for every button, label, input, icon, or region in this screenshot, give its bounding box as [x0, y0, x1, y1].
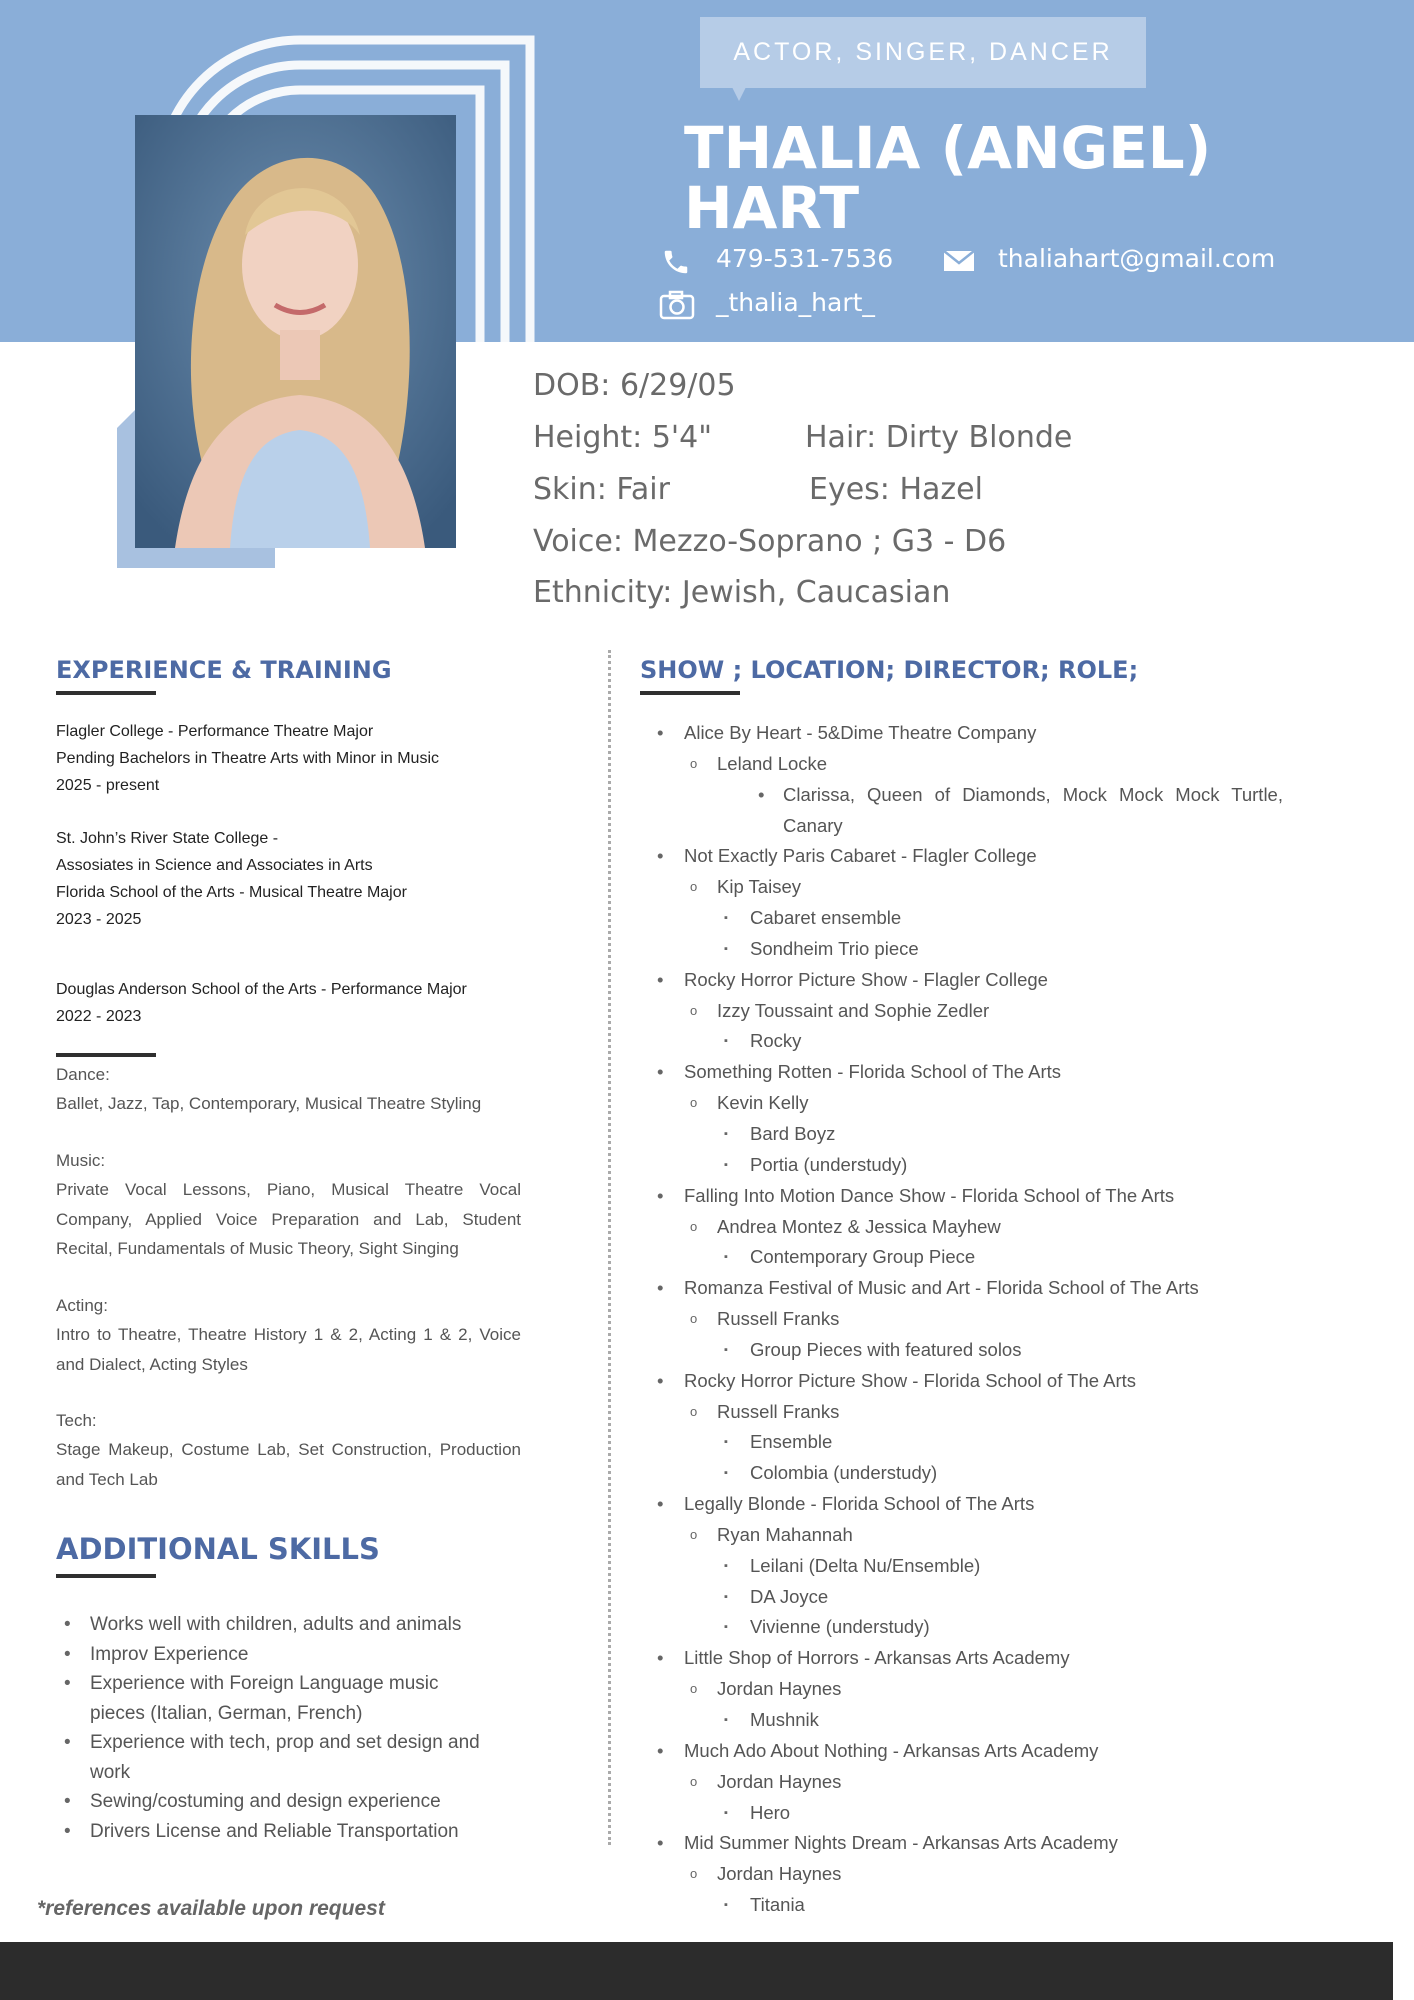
tech-text: Stage Makeup, Costume Lab, Set Construction, Production and Tech Lab	[56, 1440, 521, 1489]
shows-underline	[640, 691, 740, 695]
show-entry: • Falling Into Motion Dance Show - Florida School of The Arts	[640, 1181, 1290, 1212]
show-entry: • Alice By Heart - 5&Dime Theatre Company	[640, 718, 1290, 749]
show-entry: • Not Exactly Paris Cabaret - Flagler College	[640, 841, 1290, 872]
show-entry: • Rocky Horror Picture Show - Florida School of The Arts	[640, 1366, 1290, 1397]
additional-skills-list	[56, 1610, 496, 1846]
show-role: ▪ Mushnik	[640, 1705, 1290, 1736]
show-role: ▪ Hero	[640, 1798, 1290, 1829]
person-name	[684, 114, 1212, 242]
references-note: *references available upon request	[37, 1897, 385, 1920]
show-entry: • Romanza Festival of Music and Art - Florida School of The Arts	[640, 1273, 1290, 1304]
list-item: • Experience with Foreign Language music pieces (Italian, German, French)	[56, 1669, 496, 1728]
footer-band	[0, 1942, 1393, 2000]
email-address[interactable]: thaliahart@gmail.com	[998, 244, 1276, 273]
education-line: Flagler College - Performance Theatre Major	[56, 723, 374, 740]
show-role: ▪ Group Pieces with featured solos	[640, 1335, 1290, 1366]
dance-label: Dance:	[56, 1065, 110, 1084]
show-entry: • Something Rotten - Florida School of The Arts	[640, 1057, 1290, 1088]
list-item: • Experience with tech, prop and set design and work	[56, 1728, 496, 1787]
training-underline	[56, 1053, 156, 1057]
education-flagler	[56, 718, 439, 799]
stat-voice: Voice: Mezzo-Soprano ; G3 - D6	[533, 524, 1007, 559]
show-role: ▪ Cabaret ensemble	[640, 903, 1290, 934]
show-role: ▪ Leilani (Delta Nu/Ensemble)	[640, 1551, 1290, 1582]
show-role: ▪ Bard Boyz	[640, 1119, 1290, 1150]
show-role: ▪ Titania	[640, 1890, 1290, 1921]
music-text: Private Vocal Lessons, Piano, Musical Theatre Vocal Company, Applied Voice Preparation and Lab, Student Recital, Fundamentals of Music Theory, Sight Singing	[56, 1180, 521, 1258]
photo-backdrop-notch	[117, 408, 137, 428]
show-director: o Russell Franks	[640, 1397, 1290, 1428]
stat-dob: DOB: 6/29/05	[533, 368, 736, 403]
education-line: Pending Bachelors in Theatre Arts with Minor in Music	[56, 750, 439, 767]
show-role: ▪ DA Joyce	[640, 1582, 1290, 1613]
show-entry: • Much Ado About Nothing - Arkansas Arts Academy	[640, 1736, 1290, 1767]
education-line: 2023 - 2025	[56, 911, 142, 928]
stat-ethnicity: Ethnicity: Jewish, Caucasian	[533, 575, 951, 610]
stat-skin: Skin: Fair	[533, 472, 670, 507]
headshot-photo	[135, 115, 456, 548]
show-role: ▪ Ensemble	[640, 1427, 1290, 1458]
email-icon	[943, 249, 975, 273]
additional-skills-underline	[56, 1574, 156, 1578]
show-director: o Jordan Haynes	[640, 1674, 1290, 1705]
show-role: ▪ Colombia (understudy)	[640, 1458, 1290, 1489]
acting-label: Acting:	[56, 1296, 108, 1315]
education-line: 2025 - present	[56, 777, 160, 794]
tagline-box	[700, 17, 1146, 88]
dance-text: Ballet, Jazz, Tap, Contemporary, Musical Theatre Styling	[56, 1094, 482, 1113]
show-entry: • Mid Summer Nights Dream - Arkansas Arts Academy	[640, 1828, 1290, 1859]
phone-icon	[661, 247, 691, 277]
education-line: Assosiates in Science and Associates in Arts	[56, 857, 373, 874]
column-divider	[608, 650, 611, 1845]
stat-hair: Hair: Dirty Blonde	[805, 420, 1073, 455]
experience-title: EXPERIENCE & TRAINING	[56, 656, 392, 684]
shows-title: SHOW ; LOCATION; DIRECTOR; ROLE;	[640, 656, 1139, 684]
shows-list	[640, 718, 1290, 1921]
name-line-1: THALIA (ANGEL)	[684, 114, 1212, 182]
experience-underline	[56, 691, 156, 695]
stat-eyes: Eyes: Hazel	[809, 472, 983, 507]
show-director: o Leland Locke	[640, 749, 1290, 780]
show-director: o Russell Franks	[640, 1304, 1290, 1335]
tagline-pointer	[732, 87, 746, 101]
list-item: • Sewing/costuming and design experience	[56, 1787, 496, 1817]
camera-icon	[659, 290, 695, 320]
show-director: o Andrea Montez & Jessica Mayhew	[640, 1212, 1290, 1243]
list-item: • Works well with children, adults and animals	[56, 1610, 496, 1640]
list-item: • Drivers License and Reliable Transportation	[56, 1817, 496, 1847]
show-director: o Izzy Toussaint and Sophie Zedler	[640, 996, 1290, 1027]
education-line: St. John’s River State College -	[56, 830, 279, 847]
education-line: Florida School of the Arts - Musical Theatre Major	[56, 884, 407, 901]
list-item: • Improv Experience	[56, 1640, 496, 1670]
show-director: o Ryan Mahannah	[640, 1520, 1290, 1551]
additional-skills-title: ADDITIONAL SKILLS	[56, 1532, 380, 1566]
show-entry: • Rocky Horror Picture Show - Flagler College	[640, 965, 1290, 996]
show-role: ▪ Rocky	[640, 1026, 1290, 1057]
education-douglas-anderson	[56, 976, 467, 1030]
show-director: o Jordan Haynes	[640, 1767, 1290, 1798]
education-st-johns	[56, 825, 407, 933]
show-director: o Kevin Kelly	[640, 1088, 1290, 1119]
education-line: 2022 - 2023	[56, 1008, 142, 1025]
show-role: ▪ Portia (understudy)	[640, 1150, 1290, 1181]
show-role: • Clarissa, Queen of Diamonds, Mock Mock Mock Turtle, Canary	[640, 780, 1283, 842]
name-line-2: HART	[684, 174, 860, 242]
acting-text: Intro to Theatre, Theatre History 1 & 2, Acting 1 & 2, Voice and Dialect, Acting Styles	[56, 1325, 521, 1374]
instagram-handle[interactable]: _thalia_hart_	[716, 288, 875, 317]
stat-height: Height: 5'4"	[533, 420, 713, 455]
show-director: o Kip Taisey	[640, 872, 1290, 903]
phone-number[interactable]: 479-531-7536	[716, 244, 894, 273]
show-entry: • Legally Blonde - Florida School of The Arts	[640, 1489, 1290, 1520]
show-director: o Jordan Haynes	[640, 1859, 1290, 1890]
show-role: ▪ Contemporary Group Piece	[640, 1242, 1290, 1273]
show-role: ▪ Sondheim Trio piece	[640, 934, 1290, 965]
education-line: Douglas Anderson School of the Arts - Performance Major	[56, 981, 467, 998]
music-label: Music:	[56, 1151, 106, 1170]
show-role: ▪ Vivienne (understudy)	[640, 1612, 1290, 1643]
show-entry: • Little Shop of Horrors - Arkansas Arts Academy	[640, 1643, 1290, 1674]
tech-label: Tech:	[56, 1411, 97, 1430]
tagline: ACTOR, SINGER, DANCER	[733, 38, 1113, 66]
